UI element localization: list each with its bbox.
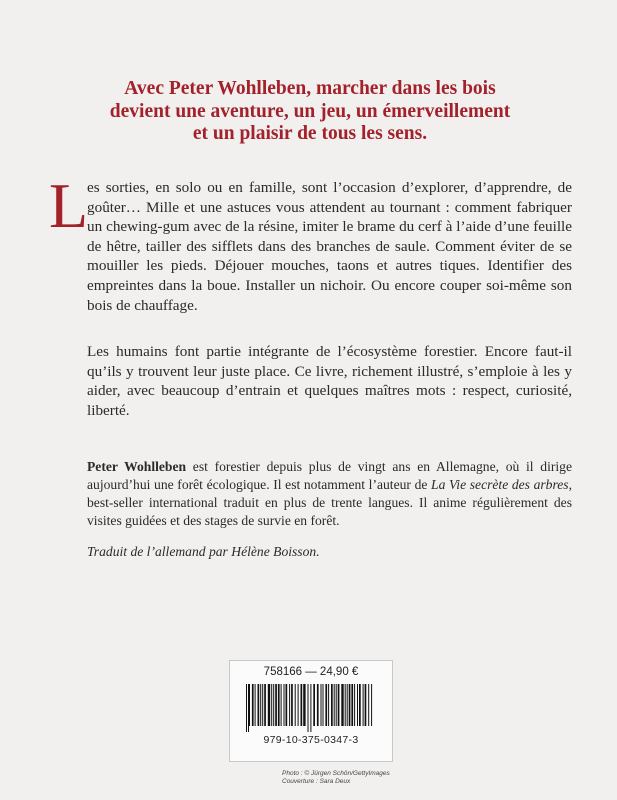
intro-paragraph	[49, 170, 572, 315]
barcode-isbn: 979-10-375-0347-3	[263, 734, 359, 746]
cover-credit: Couverture : Sara Deux	[282, 777, 351, 785]
barcode-bars	[244, 684, 378, 732]
translator-credit: Traduit de l’allemand par Hélène Boisson.	[87, 544, 320, 559]
barcode-bar	[347, 684, 348, 726]
barcode-bar	[289, 684, 290, 726]
tagline-line-3: et un plaisir de tous les sens.	[192, 123, 428, 144]
barcode-bar	[308, 684, 309, 732]
bio-text-a: est forestier depuis plus de vingt ans en Allemagne, où il dirige aujourd’hui une forêt écologique. Il est notamment l’auteur de	[87, 459, 572, 492]
barcode-bar	[249, 684, 250, 726]
intro-text: es sorties, en solo ou en famille, sont l’occasion d’explorer, d’apprendre, de goûter… Mille et une astuces vous attendent au tournant : comment fabriquer un chewing-gum avec de la résine, imiter le brame du cerf à l’aide d’une feuille de hêtre, tailler des sifflets dans des branches de saule. Comment éviter de se mouiller les pieds. Déjouer mouches, taons et autres tiques. Identifier des empreintes dans la boue. Installer un nichoir. Ou encore couper soi-même son bois de chauffage.	[87, 179, 572, 314]
barcode-bar	[323, 684, 324, 726]
barcode-bar	[336, 684, 337, 726]
barcode-bar	[371, 684, 372, 726]
barcode-bar	[295, 684, 296, 726]
barcode-bar	[264, 684, 266, 726]
barcode-bar	[286, 684, 288, 726]
barcode-bar	[262, 684, 263, 726]
barcode-code-price: 758166 — 24,90 €	[263, 666, 359, 678]
tagline	[60, 78, 560, 146]
barcode-bar	[349, 684, 351, 726]
barcode-bar	[258, 684, 260, 726]
barcode-bar	[331, 684, 333, 726]
barcode-bar	[260, 684, 261, 726]
image-credits	[282, 770, 482, 785]
barcode-bar	[281, 684, 282, 726]
barcode-bar	[368, 684, 369, 726]
author-name: Peter Wohlleben	[87, 459, 187, 474]
barcode-bar	[359, 684, 361, 726]
barcode-box	[229, 660, 393, 762]
barcode-bar	[301, 684, 303, 726]
barcode-bar	[357, 684, 358, 726]
barcode-bar	[310, 684, 311, 732]
barcode-bar	[317, 684, 319, 726]
barcode-bar	[248, 684, 249, 732]
barcode-bar	[365, 684, 367, 726]
barcode-bar	[273, 684, 274, 726]
barcode-bar	[338, 684, 340, 726]
second-paragraph: Les humains font partie intégrante de l’écosystème forestier. Encore faut-il qu’ils y trouvent leur juste place. Ce livre, richement illustré, s’emploie à les y aider, avec beaucoup d’entrain et quelques maîtres mots : respect, curiosité, liberté.	[87, 343, 572, 419]
barcode-bar	[284, 684, 285, 726]
barcode-bar	[325, 684, 327, 726]
barcode-bar	[313, 684, 315, 726]
barcode-bar	[328, 684, 329, 726]
tagline-line-1: Avec Peter Wohlleben, marcher dans les bois	[124, 78, 496, 99]
photo-credit: Photo : © Jürgen Schön/GettyImages	[282, 770, 390, 777]
barcode-bar	[345, 684, 346, 726]
drop-cap: L	[49, 170, 89, 241]
barcode-bar	[334, 684, 335, 726]
barcode-bar	[341, 684, 343, 726]
barcode-bar	[291, 684, 293, 726]
barcode-bar	[268, 684, 270, 726]
barcode-bar	[321, 684, 322, 726]
author-bio	[87, 458, 572, 530]
bio-text-b: , best-seller international traduit en plus de trente langues. Il anime régulièrement des visites guidées et des stages de survie en forêt.	[87, 477, 572, 528]
barcode-bar	[271, 684, 272, 726]
barcode-bar	[246, 684, 247, 732]
barcode-bar	[255, 684, 256, 726]
tagline-line-2: devient une aventure, un jeu, un émerveillement	[109, 100, 511, 122]
barcode-bar	[252, 684, 254, 726]
barcode-bar	[351, 684, 353, 726]
barcode-bar	[363, 684, 364, 726]
barcode-bar	[278, 684, 280, 726]
barcode-bar	[298, 684, 299, 726]
book-title: La Vie secrète des arbres	[431, 477, 569, 492]
barcode-bar	[275, 684, 277, 726]
barcode-bar	[354, 684, 355, 726]
barcode-bar	[303, 684, 305, 726]
